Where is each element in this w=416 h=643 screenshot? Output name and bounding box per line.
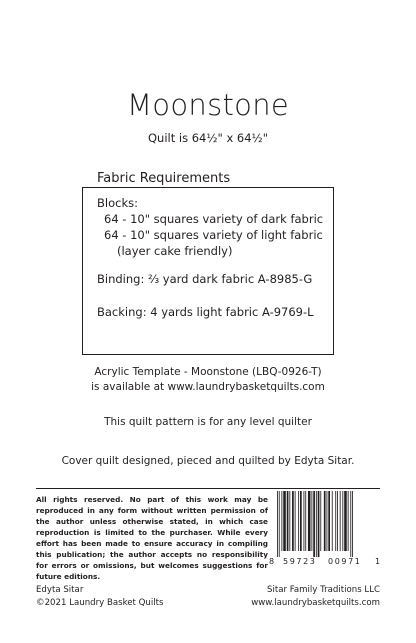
website-url: www.laundrybasketquilts.com: [251, 598, 380, 608]
fabric-requirements-heading: Fabric Requirements: [97, 171, 231, 186]
blocks-label: Blocks:: [97, 196, 138, 210]
barcode-lead-digit: 8: [269, 557, 275, 566]
binding-line: Binding: ⅔ yard dark fabric A-8985-G: [97, 272, 313, 286]
company-name: Sitar Family Traditions LLC: [266, 585, 380, 595]
barcode-left-group: 59723: [283, 557, 317, 566]
copyright-notice: All rights reserved. No part of this work may be reproduced in any form without written permission of the author unless otherwise stated, in which case reproduction is limited to the purchaser. While every effort has been made to ensure accuracy in compiling this publication; the author accepts no responsibility for errors or omissions, but welcomes suggestions for future editions.: [36, 495, 268, 581]
skill-level: This quilt pattern is for any level quilter: [104, 416, 312, 428]
template-line-1: Acrylic Template - Moonstone (LBQ-0926-T): [94, 366, 322, 378]
copyright-line: ©2021 Laundry Basket Quilts: [36, 598, 164, 608]
barcode-right-group: 00971: [328, 557, 362, 566]
light-squares-line: 64 - 10" squares variety of light fabric: [104, 228, 323, 242]
divider: [36, 488, 380, 489]
pattern-title: Moonstone: [126, 88, 290, 122]
barcode: [277, 491, 380, 557]
barcode-check-digit: 1: [375, 557, 381, 566]
cover-credit: Cover quilt designed, pieced and quilted by Edyta Sitar.: [61, 455, 355, 467]
fabric-requirements-box: [82, 187, 334, 355]
dark-squares-line: 64 - 10" squares variety of dark fabric: [104, 212, 324, 226]
author-name: Edyta Sitar: [36, 585, 84, 595]
backing-line: Backing: 4 yards light fabric A-9769-L: [97, 305, 314, 319]
quilt-size: Quilt is 64½" x 64½": [148, 131, 268, 145]
layer-cake-note: (layer cake friendly): [117, 244, 233, 258]
template-line-2: is available at www.laundrybasketquilts.com: [91, 381, 325, 393]
